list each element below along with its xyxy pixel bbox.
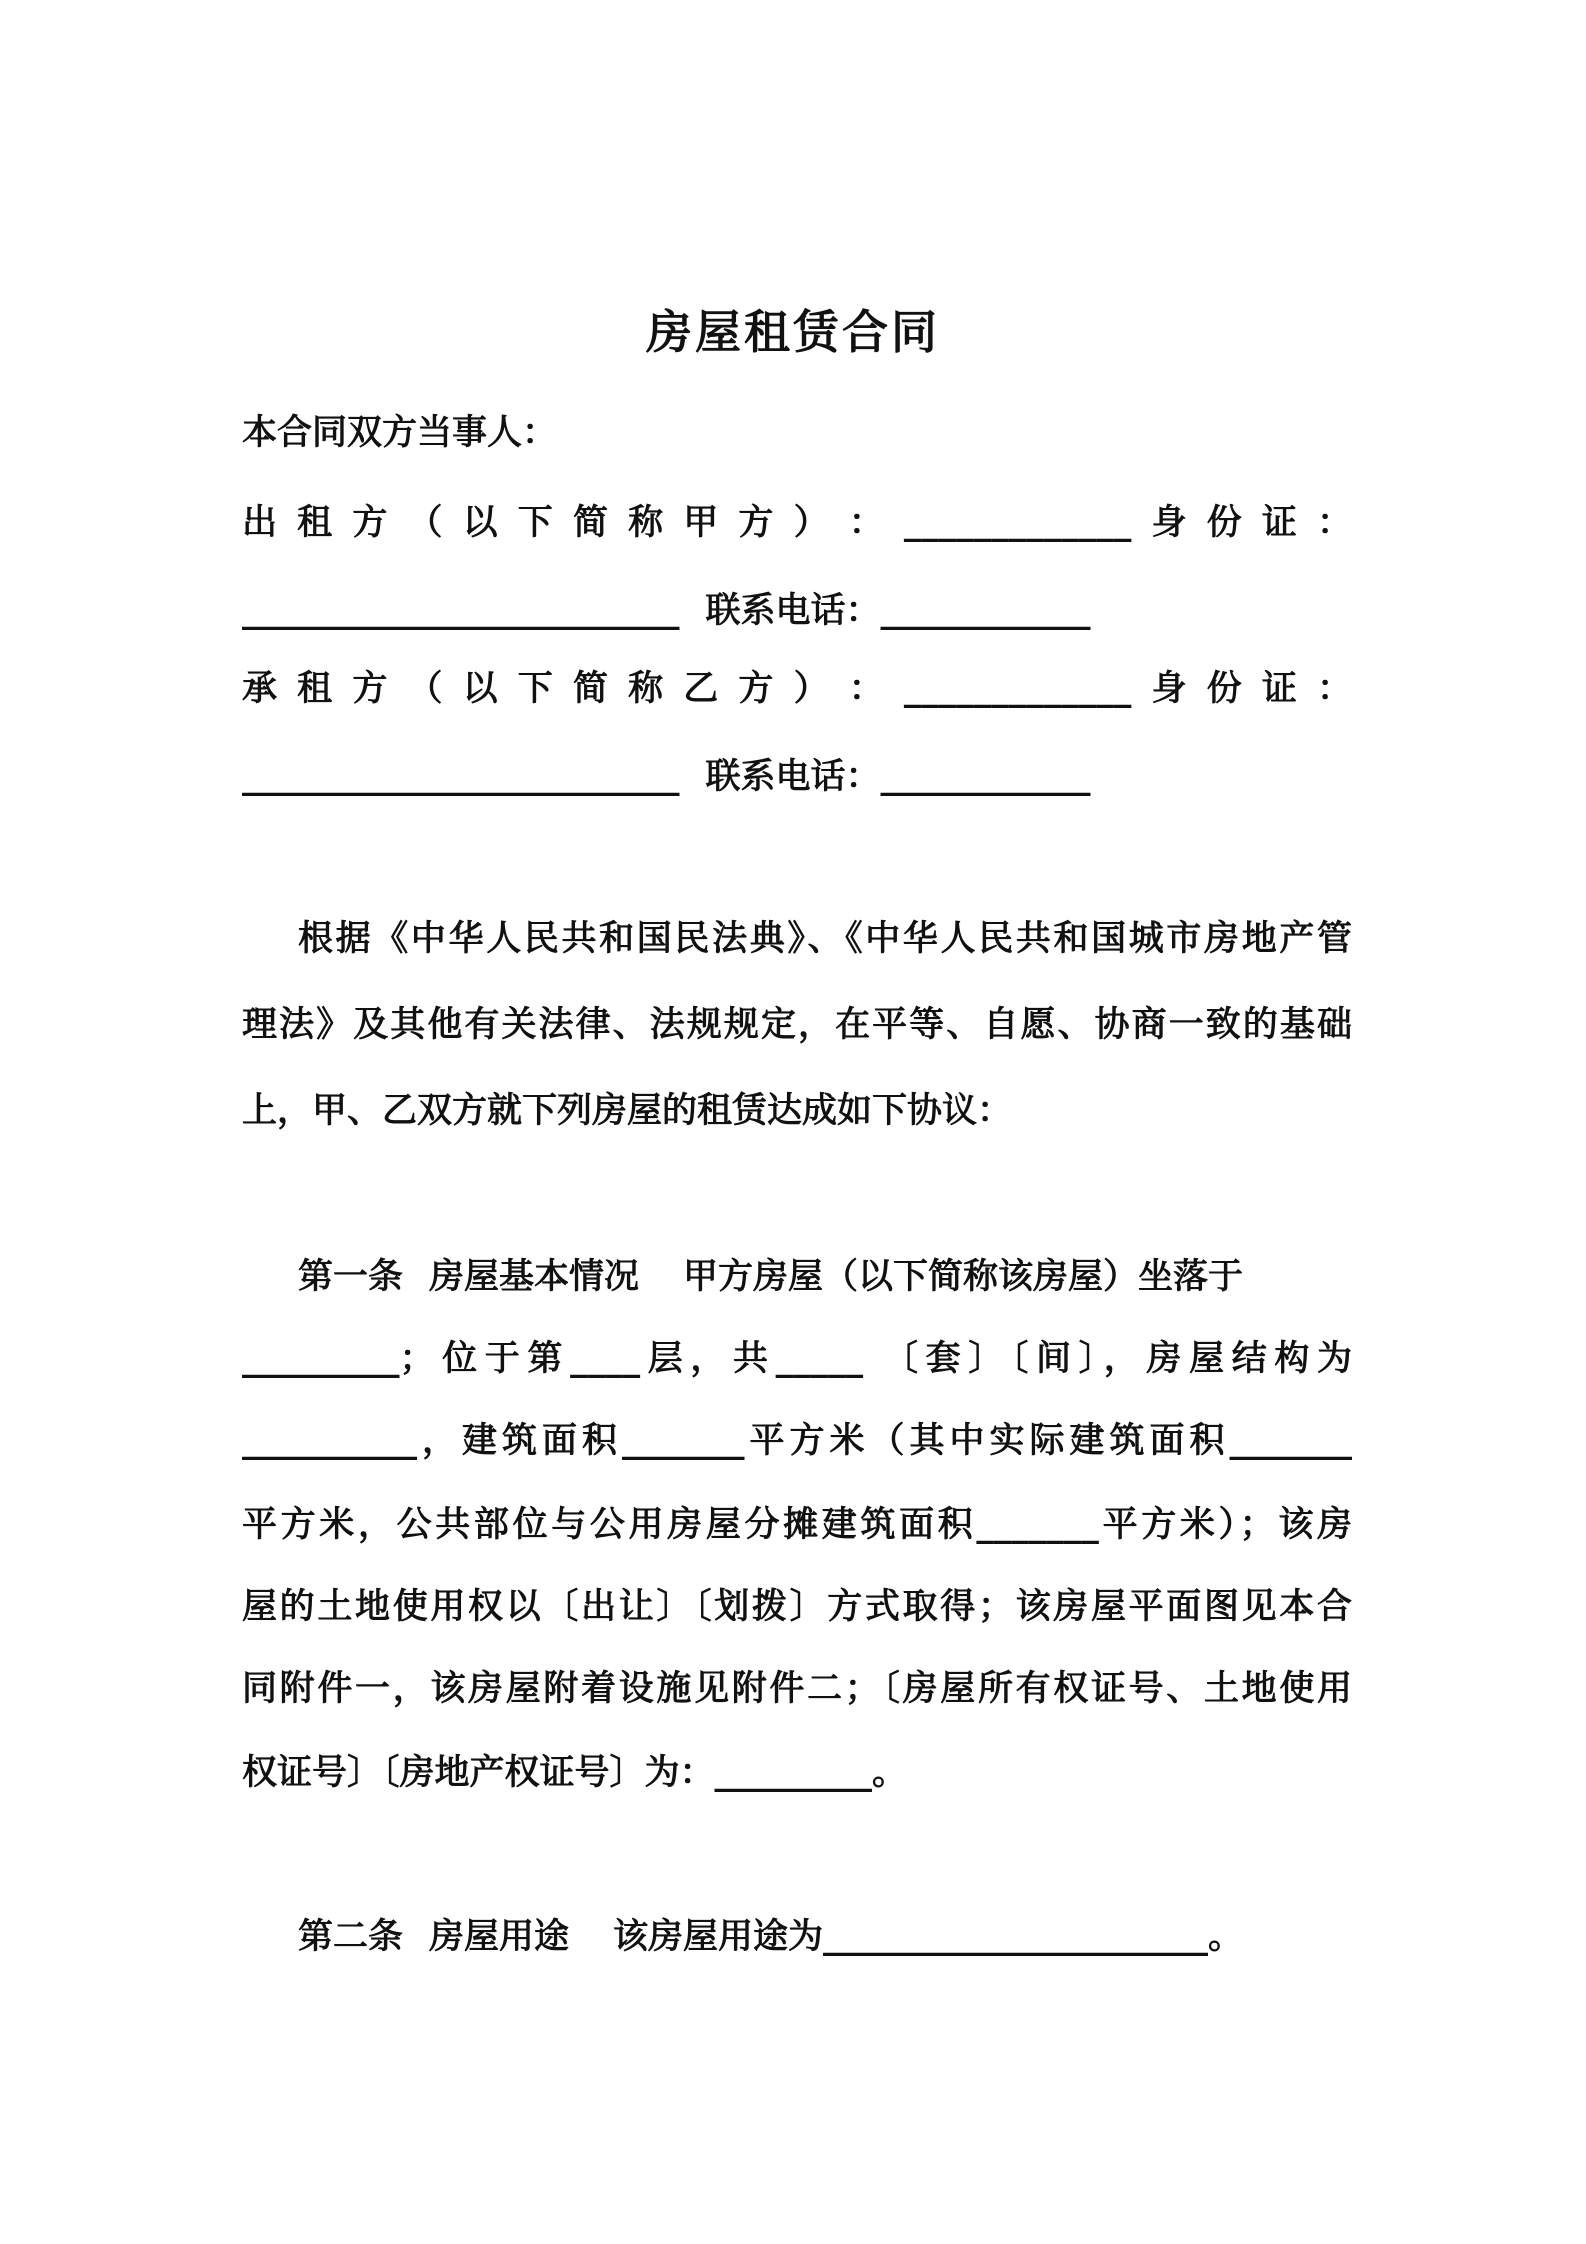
lessor-id-label-char: 证 [1261,503,1297,543]
lessor-phone-blank[interactable]: ____________ [880,591,1091,631]
article1-heading: 第一条 [298,1257,404,1297]
preamble-line-3: 上，甲、乙双方就下列房屋的租赁达成如下协议： [242,1091,1013,1131]
lessee-label-char: 租 [297,669,333,709]
lessor-id-label-char: 份 [1206,503,1242,543]
article2-heading-title: 房屋用途 [429,1917,570,1957]
article2-heading: 第二条 [298,1917,404,1957]
lessor-label-char: ： [848,503,884,543]
lessee-label-char: 乙 [683,669,719,709]
article1-line: 屋的土地使用权以〔出让〕〔划拨〕方式取得；该房屋平面图见本合 [242,1587,1352,1627]
lessee-label-char: 承 [242,669,278,709]
article1-line: __________，建筑面积_______平方米（其中实际建筑面积_______ [242,1421,1352,1461]
article1-first-line [242,1252,1352,1302]
lessee-label-char: 简 [572,669,608,709]
lessor-label-char: 简 [572,503,608,543]
lessee-label-char: ） [793,669,829,709]
lessor-label-char: 称 [628,503,664,543]
lessee-phone-label: 联系电话： [705,757,881,797]
lessor-label-char: 甲 [683,503,719,543]
lessee-label-char: ： [848,669,884,709]
lessor-label-char: 方 [352,503,388,543]
lessee-id-label-char: 证 [1261,669,1297,709]
article1-heading-title: 房屋基本情况 [429,1257,640,1297]
lessor-phone-label: 联系电话： [705,591,881,631]
lessee-name-blank[interactable]: _____________ [903,669,1132,709]
lessee-id-label-char: 身 [1151,669,1187,709]
lessee-label-char: 以 [462,669,498,709]
lessee-id-label-char: ： [1316,669,1352,709]
lessee-label-char: （ [407,669,443,709]
article2-line [242,1912,1352,1962]
lessor-label-char: （ [407,503,443,543]
lessor-label-char: 以 [462,503,498,543]
article1-line: _________；位于第____层，共_____ 〔套〕〔间〕，房屋结构为 [242,1339,1352,1379]
lessee-id-blank[interactable]: _________________________ [242,757,680,797]
lessor-id-label-char: ： [1316,503,1352,543]
article1-line: 权证号〕〔房地产权证号〕为：_________。 [242,1753,908,1793]
lessee-contact-line [242,752,1352,802]
lessee-id-label-char: 份 [1206,669,1242,709]
lessor-line [242,498,1352,548]
lessor-id-label-char: 身 [1151,503,1187,543]
lessor-label-char: 租 [297,503,333,543]
lessee-phone-blank[interactable]: ____________ [880,757,1091,797]
parties-heading: 本合同双方当事人： [242,413,558,453]
article1-line-0: 甲方房屋（以下简称该房屋）坐落于 [683,1257,1244,1297]
article2-text: 该房屋用途为______________________。 [613,1917,1244,1957]
lessor-contact-line [242,586,1352,636]
document-title: 房屋租赁合同 [646,305,940,359]
lessor-name-blank[interactable]: _____________ [903,503,1132,543]
preamble-line-1: 根据《中华人民共和国民法典》、《中华人民共和国城市房地产管 [298,919,1352,959]
lessee-label-char: 称 [628,669,664,709]
lessor-label-char: ） [793,503,829,543]
lessor-id-blank[interactable]: _________________________ [242,591,680,631]
article1-line: 同附件一，该房屋附着设施见附件二；〔房屋所有权证号、土地使用 [242,1669,1352,1709]
preamble-line-2: 理法》及其他有关法律、法规规定，在平等、自愿、协商一致的基础 [242,1005,1352,1045]
article1-line: 平方米，公共部位与公用房屋分摊建筑面积_______平方米）；该房 [242,1505,1352,1545]
lessor-label-char: 下 [517,503,553,543]
lessee-label-char: 方 [352,669,388,709]
lessee-label-char: 方 [738,669,774,709]
lessee-label-char: 下 [517,669,553,709]
lessee-line [242,664,1352,714]
lessor-label-char: 方 [738,503,774,543]
lessor-label-char: 出 [242,503,278,543]
